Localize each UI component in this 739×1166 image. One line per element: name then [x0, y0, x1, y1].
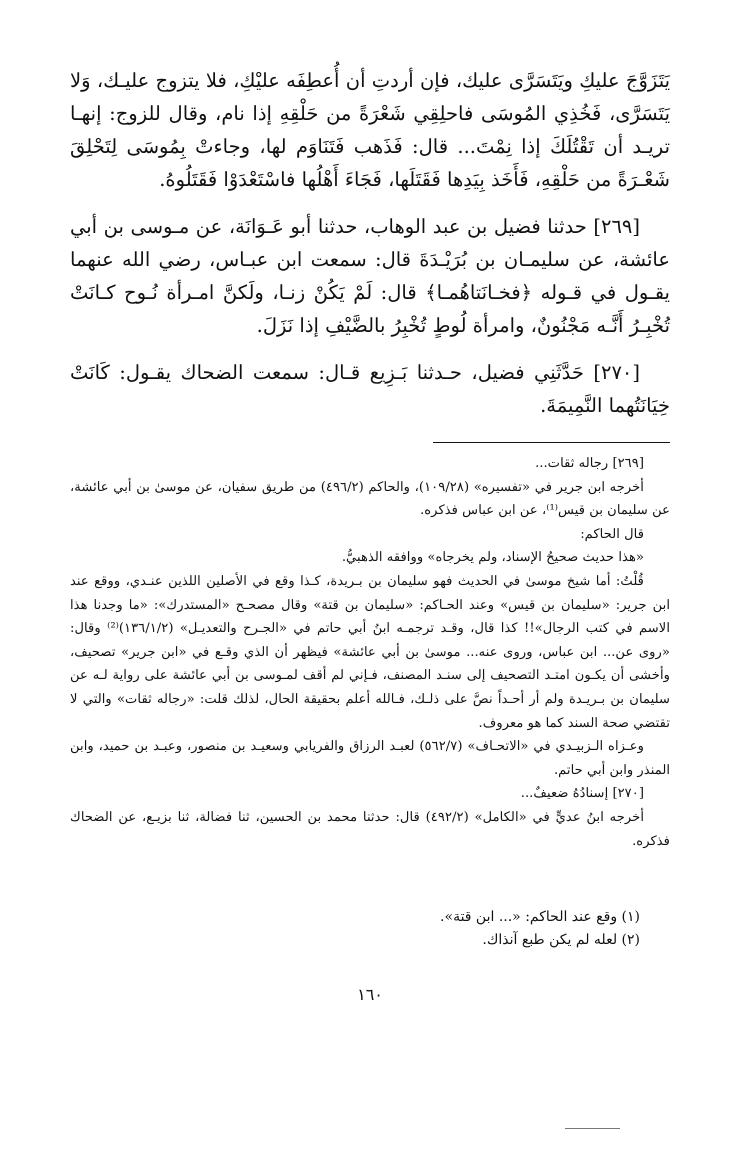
footnote: (٢) لعله لم يكن طبع آنذاك. — [482, 932, 640, 948]
notes-divider — [433, 442, 670, 443]
bottom-rule — [565, 1128, 620, 1129]
note-heading: [٢٦٩] رجاله ثقات... — [535, 456, 644, 471]
note-line: أخرجه ابنُ عديٍّ في «الكامل» (٤٩٢/٢) قال: حدثنا محمد بن الحسين، ثنا فضالة، ثنا بزيـع، عن الضحاك فذكره. — [70, 809, 670, 849]
note-line: أخرجه ابن جرير في «تفسيره» (١٠٩/٢٨)، والحاكم (٤٩٦/٢) من طريق سفيان، عن موسىٰ بن أبي عائشة، عن سليمان بن قيس⁽¹⁾، عن ابن عباس فذكره. — [70, 479, 670, 519]
footnote: (١) وقع عند الحاكم: «... ابن قتة». — [440, 909, 640, 925]
note-line: قُلْتُ: أما شيخ موسىٰ في الحديث فهو سليمان بن بـريدة، كـذا وقع في الأصلين اللذين عنـدي، ووقع عند ابن جرير: «سليمان بن قيس» وعند الحـاكم: «سليمان بن قتة» وقال مصحـح «المستدرك»: «ما وجدنا هذا الاسم في كتب الرجال»!! كذا قال، وقـد ترجمـه ابنُ أبي حاتم في «الجـرح والتعديـل» (١٣٦/١/٢)⁽²⁾ وقال: «روى عن... ابن عباس، وروى عنه... موسىٰ بن أبي عائشة» فيظهر أن الذي وقـع في «ابن جرير» تصحيف، وأخشى أن يكـون امتـد التصحيف إلى سنـد المصنف، فـإني لم أقف لمـوسى بن أبي عائشة على رواية لـه عن سليمان بن بـريـدة ولم أر أحـداً نصَّ على ذلـك، فـالله أعلم بحقيقة الحال، لذلك قلت: «رجاله ثقات» والتي لا تقتضي صحة السند كما هو معروف. — [70, 573, 670, 731]
scholarly-notes — [70, 452, 670, 853]
main-paragraph: [٢٧٠] حَدَّثَنِي فضيل، حـدثنا بَـزِيع قـال: سمعت الضحاك يقـول: كَانَتْ خِيَانَتُهما النَّمِيمَةَ. — [70, 361, 670, 417]
note-line: وعـزاه الـزبيـدي في «الاتحـاف» (٥٦٢/٧) لعبـد الرزاق والفريابي وسعيـد بن منصور، وعبـد بن حميد، وابن المنذر وابن أبي حاتم. — [70, 739, 670, 778]
footnotes — [70, 906, 670, 952]
main-paragraph: [٢٦٩] حدثنا فضيل بن عبد الوهاب، حدثنا أبو عَـوَانَة، عن مـوسى بن أبي عائشة، عن سليمـان بن بُرَيْـدَةَ قال: سمعت ابن عبـاس، رضي الله عنهما يقـول في قـوله ﴿فخـانَتاهُمـا﴾ قال: لَمْ يَكُنْ زنـا، ولَكنَّ امـرأة نُـوح كـانَتْ تُخْبِـرُ أَنَّـه مَجْنُونٌ، وامرأة لُوطٍ تُخْبِرُ بالضَّيْفِ إذا نَزَلَ. — [70, 215, 670, 337]
page-number: ١٦٠ — [357, 985, 383, 1004]
note-line: قال الحاكم: — [580, 526, 644, 542]
note-line: «هذا حديث صحيحُ الإسناد، ولم يخرجاه» ووافقه الذهبيُّ. — [341, 550, 644, 566]
main-paragraph: يَتَزَوَّجَ عليكِ ويَتَسَرَّى عليك، فإن أردتِ أن أُعطِفَه عليْكِ، فلا يتزوج عليـك، وَلا يَتَسَرَّى، فَخُذِي المُوسَى فاحلِقِي شَعْرَةً من حَلْقِهِ إذا نام، وقال للزوج: إنهـا تريـد أن تَقْتُلَكَ إذا نِمْتَ... قال: فَذَهب فَتَنَاوَم لها، وجاءتْ بِمُوسَى لِتَحْلِقَ شَعْـرَةً من حَلْقِهِ، فَأَخَذ بِيَدِها فَقَتَلَها، فَجَاءَ أَهْلُها فاسْتَعْدَوْا فَقَتَلُوهُ. — [70, 69, 670, 191]
note-heading: [٢٧٠] إسنادُهُ ضعيفٌ... — [520, 786, 644, 802]
main-text — [70, 64, 670, 436]
